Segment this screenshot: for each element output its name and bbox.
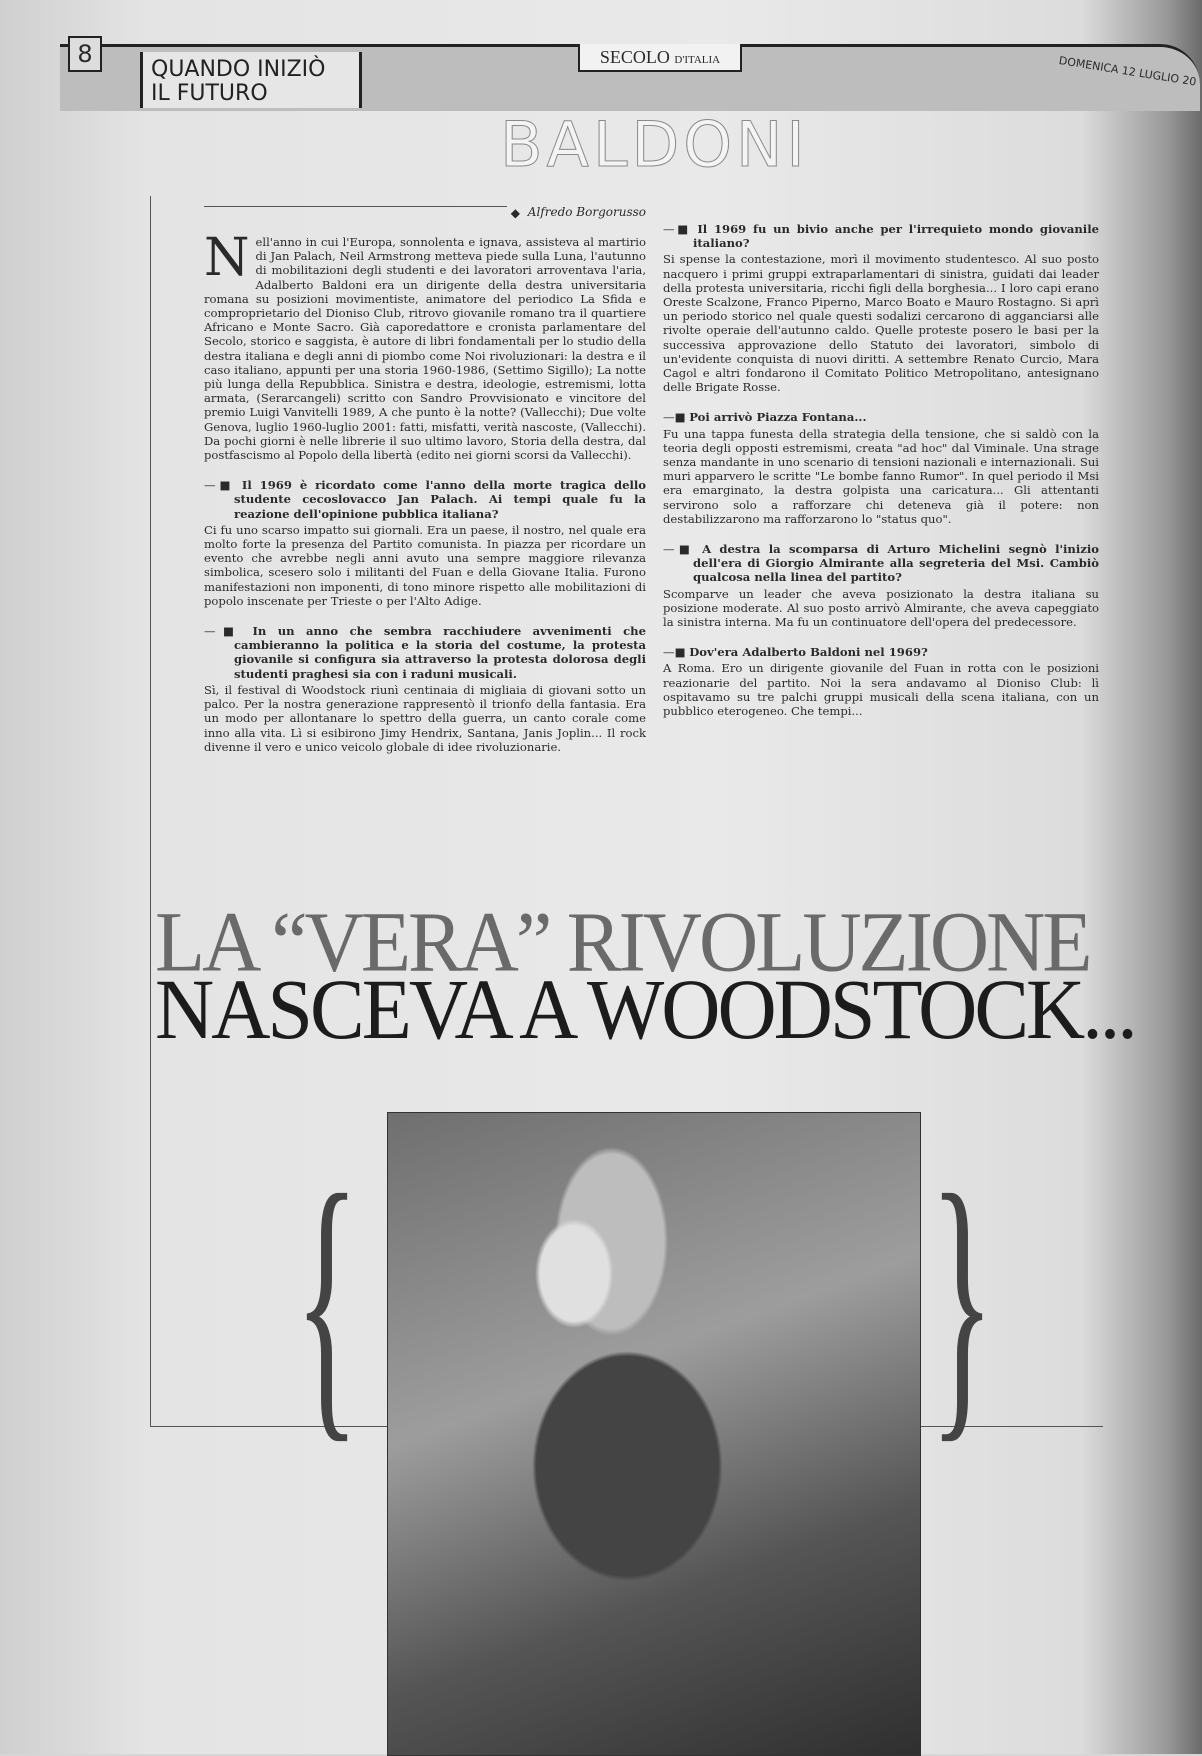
answer: Sì, il festival di Woodstock riunì centinaia di migliaia di giovani sotto un palco. Per la nostra generazione rappresentò il trionfo della fantasia. Era un modo per allontanare lo spettro della guerra, un canto corale come inno alla vita. Lì si esibirono Jimy Hendrix, Santana, Janis Joplin... Il rock divenne il vero e unico veicolo globale di idee rivoluzionarie. — [204, 682, 646, 754]
section-title — [140, 52, 362, 108]
question: —■ A destra la scomparsa di Arturo Michelini segnò l'inizio dell'era di Giorgio Almirante alla segreteria del Msi. Cambiò qualcosa nella linea del partito? — [663, 542, 1099, 585]
question: —■ Dov'era Adalberto Baldoni nel 1969? — [663, 645, 928, 660]
page-number: 8 — [68, 36, 102, 72]
author: Alfredo Borgorusso — [524, 205, 646, 219]
question-text: Il 1969 è ricordato come l'anno della morte tragica dello studente cecoslovacco Jan Palach. Ai tempi quale fu la reazione dell'opinione pubblica italiana? — [234, 478, 646, 521]
byline: ◆ Alfredo Borgorusso — [204, 206, 646, 221]
question: —■ In un anno che sembra racchiudere avvenimenti che cambieranno la politica e la storia del costume, la protesta giovanile si configura sia attraverso la protesta dolorosa degli studenti praghesi sia con i raduni musicali. — [204, 624, 646, 681]
answer: Scomparve un leader che aveva posizionato la destra italiana su posizione moderate. Al suo posto arrivò Almirante, che aveva capeggiato la sinistra interna. Ma fu un continuatore dell'opera del predecessore. — [663, 586, 1099, 630]
question-text: Il 1969 fu un bivio anche per l'irrequieto mondo giovanile italiano? — [693, 222, 1099, 251]
headline — [155, 894, 1135, 1057]
right-brace-ornament: } — [929, 1134, 995, 1466]
answer: Fu una tappa funesta della strategia della tensione, che si saldò con la teoria degli opposti estremismi, creata "ad hoc" dal Viminale. Una strage senza mandante in uno scenario di tensioni nazionali e internazionali. Sui muri apparvero le scritte "Le bombe fanno Rumor". In quel periodo il Msi era emarginato, la destra golpista una caricatura... Gli attentanti servirono solo a rafforzare chi deteneva già il potere: non destabilizzarono ma rafforzarono lo "status quo". — [663, 426, 1099, 526]
article-column-right — [663, 206, 1099, 726]
answer: A Roma. Ero un dirigente giovanile del Fuan in rotta con le posizioni reazionarie del partito. Noi la sera andavamo al Dioniso Club: lì ospitavamo su tre palchi gruppi musicali della scena italiana, con un pubblico eterogeneo. Che tempi... — [663, 661, 1099, 719]
masthead-name: SECOLO — [599, 47, 670, 67]
kicker-title: BALDONI — [500, 108, 809, 181]
question-text: In un anno che sembra racchiudere avvenimenti che cambieranno la politica e la storia del costume, la protesta giovanile si configura sia attraverso la protesta dolorosa degli studenti praghesi sia con i raduni musicali. — [234, 624, 646, 681]
portrait-photo — [387, 1112, 921, 1756]
answer: Ci fu uno scarso impatto sui giornali. Era un paese, il nostro, nel quale era molto forte la presenza del Partito comunista. In piazza per ricordare un evento che avrebbe negli anni avuto una sempre maggiore rilevanza simbolica, scesero solo i militanti del Fuan e della Giovane Italia. Furono manifestazioni non imponenti, di tono minore rispetto alle mobilitazioni di popolo inscenate per Trieste o per l'Alto Adige. — [204, 522, 646, 608]
question: —■ Il 1969 fu un bivio anche per l'irrequieto mondo giovanile italiano? — [663, 222, 1099, 251]
article-column-left — [204, 205, 646, 754]
question-text: Dov'era Adalberto Baldoni nel 1969? — [689, 645, 928, 660]
issue-date: DOMENICA 12 LUGLIO 20 — [1057, 54, 1198, 89]
question: —■ Il 1969 è ricordato come l'anno della morte tragica dello studente cecoslovacco Jan Palach. Ai tempi quale fu la reazione dell'opinione pubblica italiana? — [204, 478, 646, 521]
question-text: Poi arrivò Piazza Fontana... — [689, 410, 867, 425]
headline-line1: LA “VERA” RIVOLUZIONE — [155, 894, 1090, 990]
section-title-line2: IL FUTURO — [151, 81, 268, 106]
question: —■ Poi arrivò Piazza Fontana... — [663, 410, 867, 425]
section-title-line1: QUANDO INIZIÒ — [151, 57, 326, 82]
headline-line2: NASCEVA A WOODSTOCK... — [155, 961, 1135, 1057]
answer: Si spense la contestazione, morì il movimento studentesco. Al suo posto nacquero i primi gruppi extraparlamentari di sinistra, guidati dai leader della protesta universitaria, ricchi figli della borghesia... I loro capi erano Oreste Scalzone, Franco Piperno, Marco Boato e Mauro Rostagno. Si aprì un periodo storico nel quale questi sodalizi cercarono di agganciarsi alle rivolte operaie dell'autunno caldo. Quelle proteste posero le basi per la successiva approvazione dello Statuto dei lavoratori, simbolo di un'evidente conquista di nuovi diritti. A settembre Renato Curcio, Mara Cagol e altri fondarono il Comitato Politico Metropolitano, antesignano delle Brigate Rosse. — [663, 252, 1099, 395]
question-text: A destra la scomparsa di Arturo Michelini segnò l'inizio dell'era di Giorgio Almirante alla segreteria del Msi. Cambiò qualcosa nella linea del partito? — [693, 542, 1099, 585]
left-brace-ornament: { — [294, 1134, 360, 1466]
intro-text: ell'anno in cui l'Europa, sonnolenta e ignava, assisteva al martirio di Jan Palach, Neil Armstrong metteva piede sulla Luna, l'autunno di mobilitazioni degli studenti e dei lavoratori arroventava l'aria, Adalberto Baldoni era un dirigente della destra universitaria romana su posizioni movimentiste, animatore del periodico La Sfida e comproprietario del Dioniso Club, ritrovo giovanile romano tra il quartiere Africano e Monte Sacro. Già caporedattore e cronista parlamentare del Secolo, storico e saggista, è autore di libri fondamentali per lo studio della destra italiana e degli anni di piombo come Noi rivoluzionari: la destra e il caso italiano, appunti per una storia 1960-1986, (Settimo Sigillo); La notte più lunga della Repubblica. Sinistra e destra, ideologie, estremismi, lotta armata, (Serarcangeli) scritto con Sandro Provvisionato e vincitore del premio Luigi Vanvitelli 1989, A che punto è la notte? (Vallecchi); Due volte Genova, luglio 1960-luglio 2001: fatti, misfatti, verità nascoste, (Vallecchi). Da pochi giorni è nelle librerie il suo ultimo lavoro, Storia della destra, dal postfascismo al Popolo della libertà (edito nei giorni scorsi da Vallecchi). — [204, 235, 646, 463]
drop-cap: N — [204, 228, 250, 288]
masthead-small: D'ITALIA — [674, 54, 721, 66]
masthead — [578, 44, 742, 72]
intro-paragraph — [204, 228, 646, 463]
